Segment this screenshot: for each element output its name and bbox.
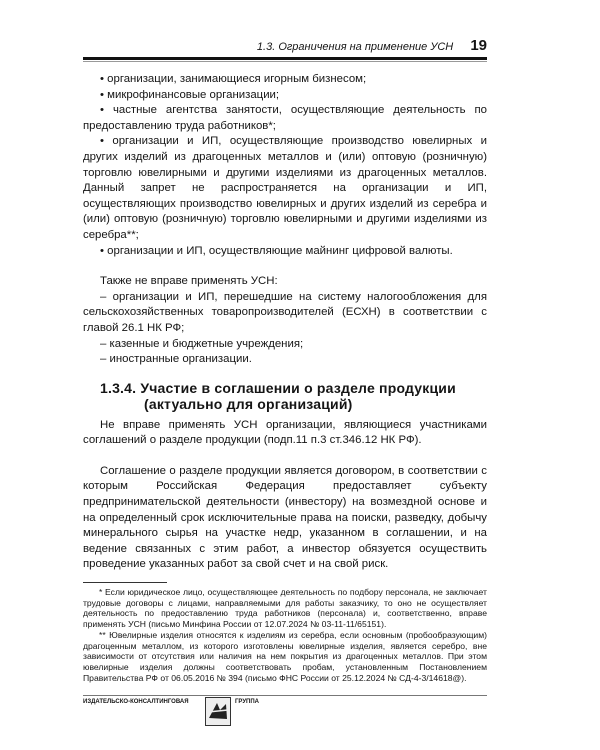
publisher-logo-icon	[205, 697, 231, 726]
dash-item: – казенные и бюджетные учреждения;	[100, 337, 304, 350]
bullet-item: • микрофинансовые организации;	[100, 88, 280, 101]
bullet-item: • организации и ИП, осуществляющие майнинг цифровой валюты.	[100, 244, 453, 257]
footnote: * Если юридическое лицо, осуществляющее деятельность по подбору персонала, не заключает трудовые договоры с лицами, направляемыми для работы заказчику, то оно не осуществляет деятельность по предоставлению труда работников (персонала) и, соответственно, вправе применять УСН (письмо Минфина России от 12.07.2024 № 03-11-11/65151).	[83, 587, 487, 630]
running-header	[83, 37, 487, 55]
header-rule	[83, 57, 487, 60]
bullet-item: • организации и ИП, осуществляющие производство ювелирных и других изделий из драгоценных металлов и (или) оптовую (розничную) торговлю ювелирными и другими изделиями из драгоценных металлов. Данный запрет не распространяется на организации и ИП, осуществляющих производство ювелирных и других изделий из серебра и (или) оптовую (розничную) торговлю ювелирными и другими изделиями из серебра**;	[83, 135, 487, 241]
footnote: ** Ювелирные изделия относятся к изделиям из серебра, если основным (пробообразующим) драгоценным металлом, из которого изготовлены ювелирные изделия, является серебро, вне зависимости от отсутствия или наличия на нем покрытия из драгоценных металлов. При этом ювелирные изделия должны соответствовать пробам, установленным Постановлением Правительства РФ от 06.05.2016 № 394 (письмо ФНС России от 25.12.2024 № СД-4-3/14618@).	[83, 629, 487, 683]
dash-item: – организации и ИП, перешедшие на систему налогообложения для сельскохозяйственных товаропроизводителей (ЕСХН) в соответствии с главой 26.1 НК РФ;	[83, 290, 487, 334]
page-number: 19	[470, 37, 487, 54]
header-rule-thin	[83, 61, 487, 62]
heading-line-1: 1.3.4. Участие в соглашении о разделе продукции	[100, 379, 456, 396]
paragraph: Не вправе применять УСН организации, являющиеся участниками соглашений о разделе продукции (подп.11 п.3 ст.346.12 НК РФ).	[83, 418, 487, 447]
footer-rule	[83, 695, 487, 696]
bullet-item: • организации, занимающиеся игорным бизнесом;	[100, 73, 367, 85]
footnote-rule	[83, 582, 167, 583]
main-text	[83, 72, 487, 683]
publisher-left: ИЗДАТЕЛЬСКО-КОНСАЛТИНГОВАЯ	[83, 699, 189, 705]
also-intro: Также не вправе применять УСН:	[100, 275, 278, 288]
publisher-right: ГРУППА	[235, 699, 260, 705]
paragraph: Соглашение о разделе продукции является договором, в соответствии с которым Российская Федерация предоставляет субъекту предпринимательской деятельности (инвестору) на возмездной основе и на определенный срок исключительные права на поиски, разведку, добычу минерального сырья на участке недр, указанном в соглашении, и на ведение связанных с этим работ, а инвестор обязуется осуществить проведение указанных работ за свой счет и на свой риск.	[83, 464, 487, 571]
page-footer	[83, 695, 487, 705]
heading-line-2: (актуально для организаций)	[144, 395, 353, 412]
dash-item: – иностранные организации.	[100, 353, 252, 366]
footnotes	[83, 587, 487, 683]
section-heading	[100, 380, 487, 412]
running-title: 1.3. Ограничения на применение УСН	[256, 41, 454, 53]
bullet-item: • частные агентства занятости, осуществляющие деятельность по предоставлению труда работников*;	[83, 104, 487, 132]
